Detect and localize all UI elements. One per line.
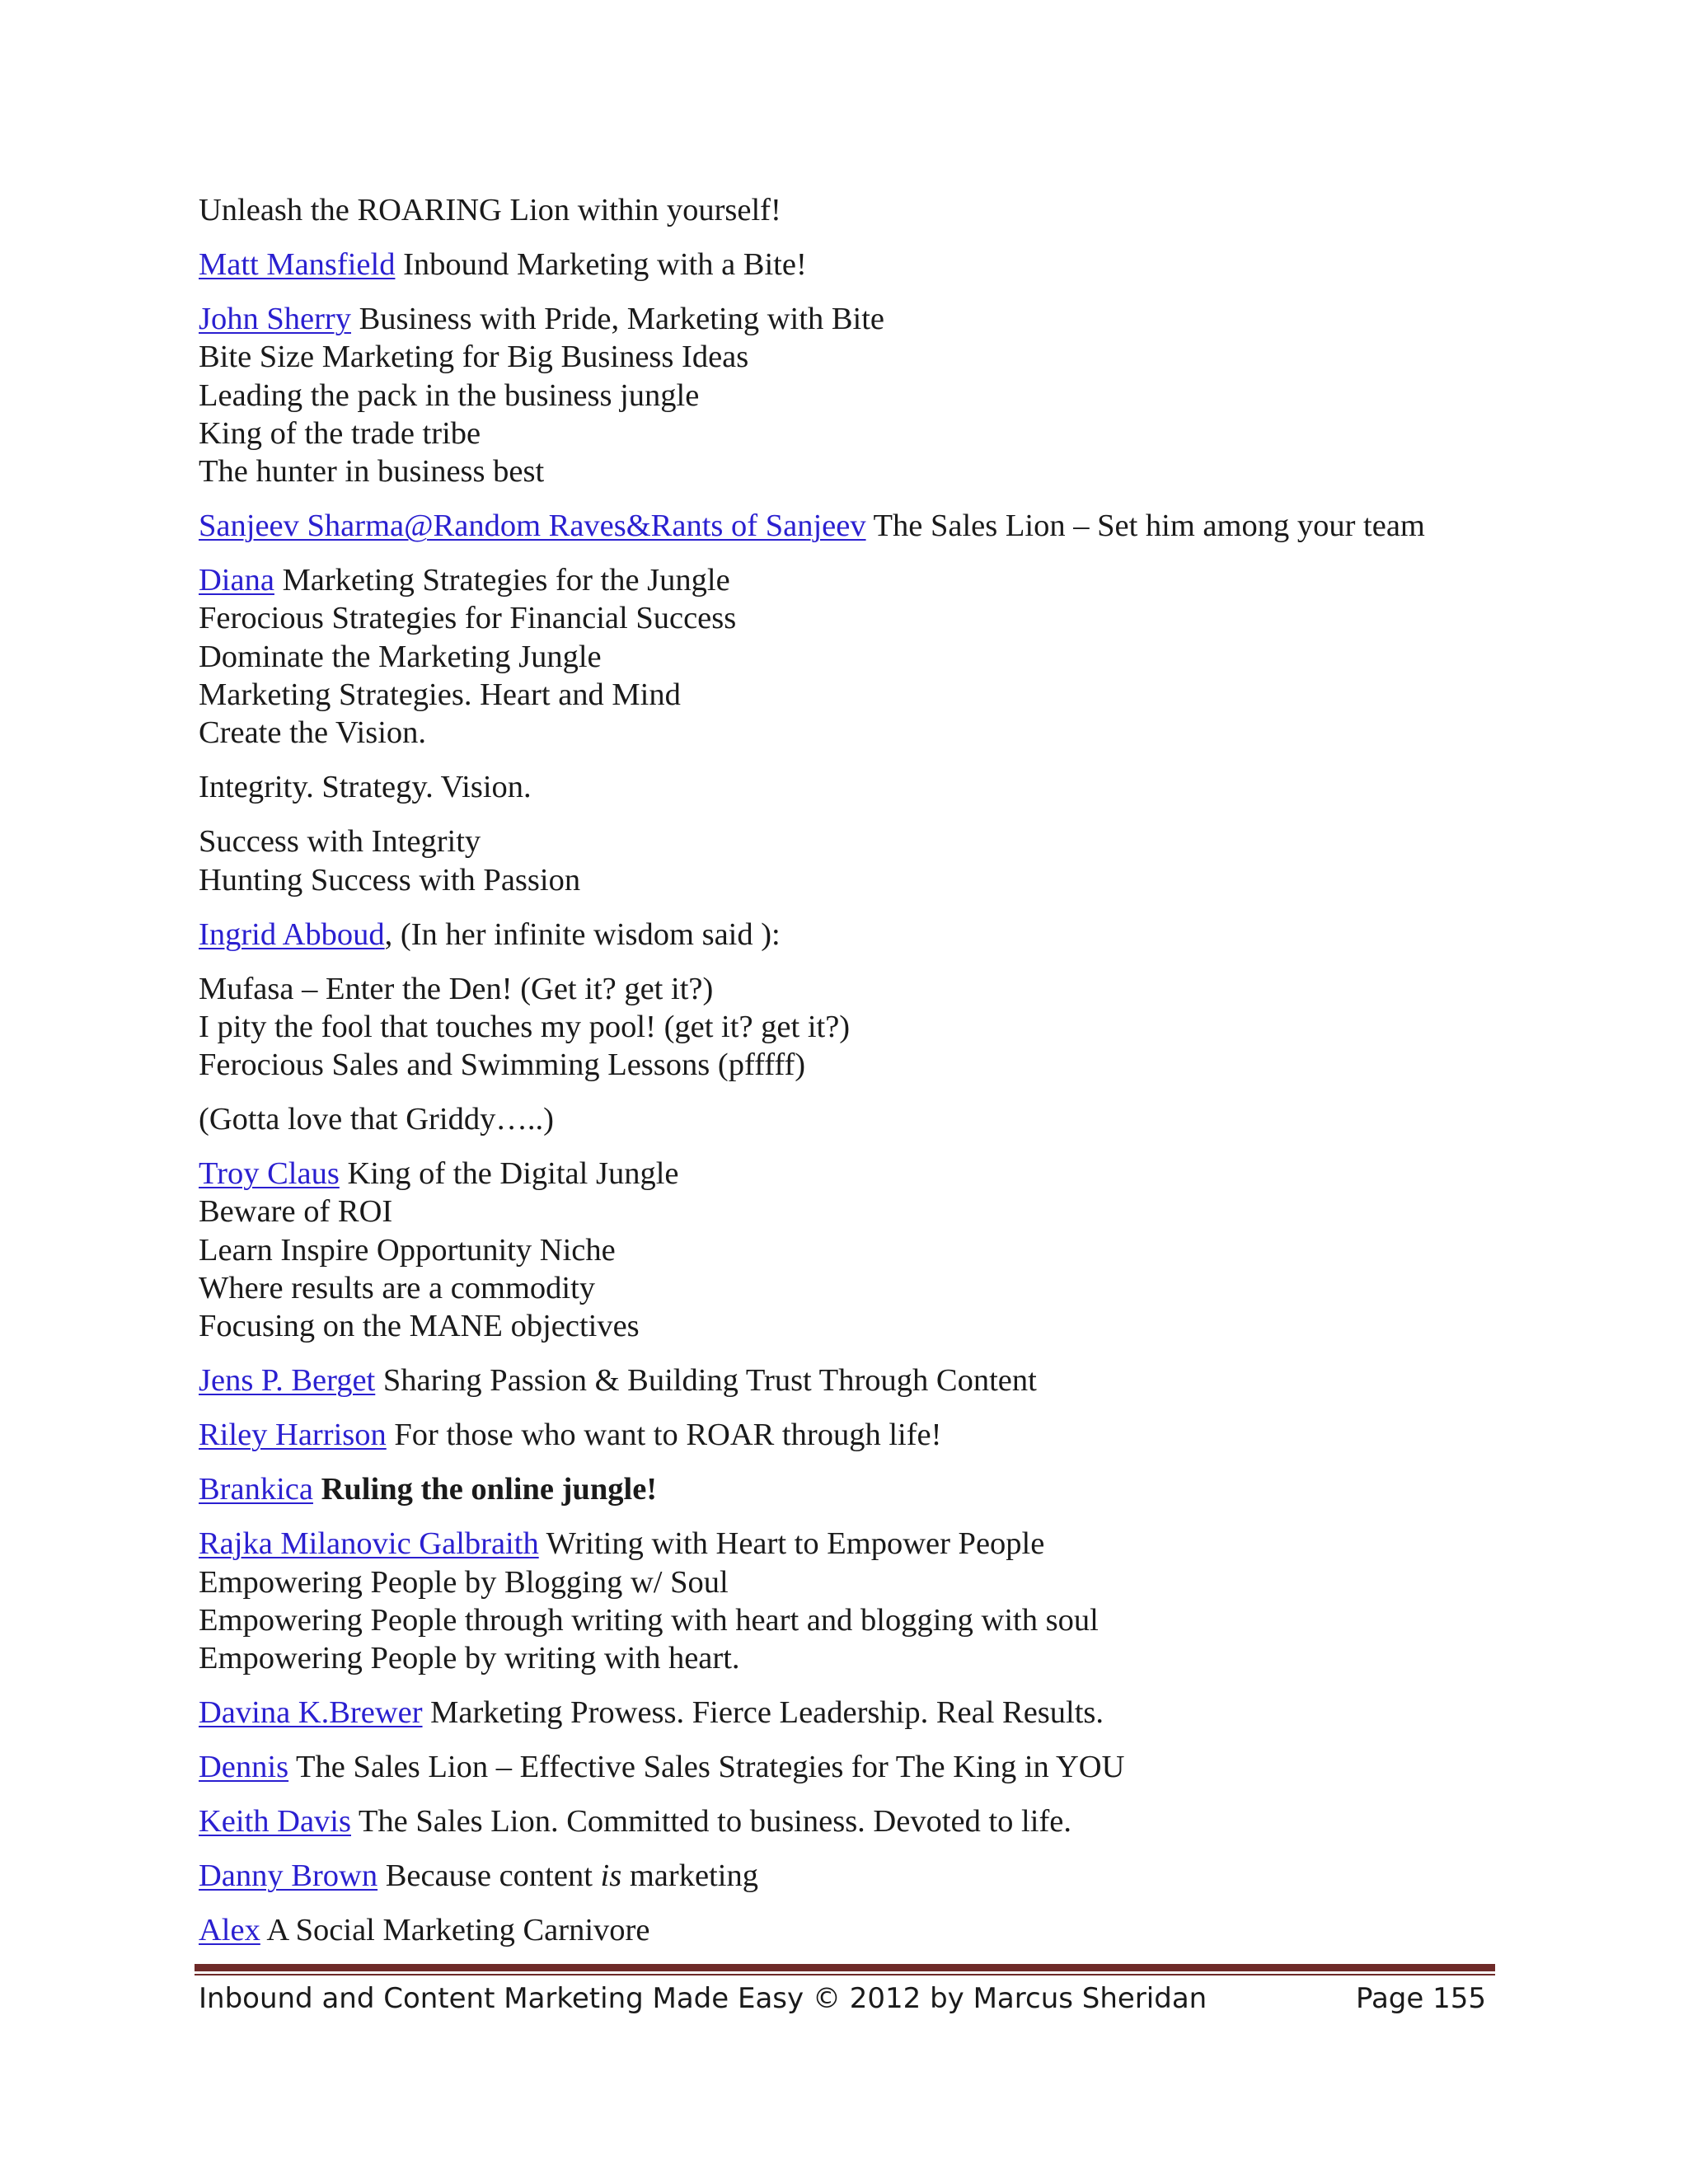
footer-divider-thin [195,1974,1495,1975]
entries-group-2 [199,1155,1501,1454]
tagline: The Sales Lion. Committed to business. Devoted to life. [350,1804,1071,1840]
author-link-john-sherry[interactable]: John Sherry [199,301,351,336]
page-body [199,191,1501,1966]
author-link-keith-davis[interactable]: Keith Davis [199,1804,351,1840]
author-link-ingrid-abboud[interactable]: Ingrid Abboud [199,916,385,952]
tagline: The Sales Lion – Set him among your team [865,509,1425,544]
tagline: Learn Inspire Opportunity Niche [199,1232,616,1268]
entries-group-3 [199,1525,1501,1840]
mufasa-paragraph: Mufasa – Enter the Den! (Get it? get it?) I pity the fool that touches my pool! (get it? get it?) Ferocious Sales and Swimming Lessons (pfffff) [199,971,851,1083]
entry-danny-brown: Danny Brown Because content is marketing [199,1858,758,1894]
author-link-riley-harrison[interactable]: Riley Harrison [199,1418,387,1453]
entry-riley-harrison [199,1416,1501,1454]
tagline: Sharing Passion & Building Trust Through Content [375,1363,1037,1399]
tagline: Dominate the Marketing Jungle [199,639,602,674]
author-link-danny-brown[interactable]: Danny Brown [199,1858,378,1894]
plain-paragraph: Integrity. Strategy. Vision. [199,770,532,805]
tagline: Empowering People through writing with heart and blogging with soul [199,1602,1099,1638]
plain-paragraph: Success with Integrity Hunting Success with Passion [199,824,581,898]
tagline: Ferocious Strategies for Financial Success [199,601,737,636]
entry-diana [199,561,1501,752]
entries-group-1 [199,246,1501,752]
author-link-brankica[interactable]: Brankica [199,1472,313,1507]
tagline: The Sales Lion – Effective Sales Strategies for The King in YOU [288,1750,1125,1785]
tagline: Inbound Marketing with a Bite! [395,246,807,282]
entry-alex: Alex A Social Marketing Carnivore [199,1913,650,1948]
entry-ingrid: Ingrid Abboud, (In her infinite wisdom said ): [199,916,781,952]
entry-john-sherry [199,300,1501,490]
tagline: Where results are a commodity [199,1271,596,1305]
entry-rajka-milanovic-galbraith [199,1525,1501,1677]
entry-davina-k-brewer [199,1694,1501,1732]
tagline: Empowering People by Blogging w/ Soul [199,1564,729,1600]
griddy-line: (Gotta love that Griddy…..) [199,1102,554,1137]
tagline: Business with Pride, Marketing with Bite [351,301,884,336]
entry-troy-claus [199,1155,1501,1345]
tagline: Marketing Prowess. Fierce Leadership. Real Results. [422,1695,1104,1731]
tagline: Marketing Strategies. Heart and Mind [199,677,681,713]
entry-sanjeev-sharma-random-raves-rants-of-sanjeev [199,507,1501,545]
tagline: Create the Vision. [199,715,427,751]
entry-matt-mansfield [199,246,1501,284]
entry-dennis [199,1748,1501,1786]
tagline: Leading the pack in the business jungle [199,377,700,413]
page-number: Page 155 [1355,1982,1486,2015]
tagline: Focusing on the MANE objectives [199,1309,640,1344]
footer-divider [195,1964,1495,1971]
tagline: Bite Size Marketing for Big Business Ideas [199,340,749,375]
author-link-rajka-milanovic-galbraith[interactable]: Rajka Milanovic Galbraith [199,1526,539,1562]
author-link-alex[interactable]: Alex [199,1913,260,1948]
intro-line: Unleash the ROARING Lion within yourself! [199,193,781,227]
author-link-dennis[interactable]: Dennis [199,1750,289,1785]
tagline: Writing with Heart to Empower People [538,1526,1045,1562]
tagline: The hunter in business best [199,454,545,490]
author-link-davina-k-brewer[interactable]: Davina K.Brewer [199,1695,423,1731]
tagline: Marketing Strategies for the Jungle [274,563,730,598]
tagline: Beware of ROI [199,1194,393,1230]
tagline: King of the trade tribe [199,415,481,451]
tagline: Empowering People by writing with heart. [199,1641,740,1676]
author-link-sanjeev-sharma-random-raves-rants-of-sanjeev[interactable]: Sanjeev Sharma@Random Raves&Rants of Sanjeev [199,509,866,544]
entry-brankica: Brankica Ruling the online jungle! [199,1472,658,1507]
author-link-diana[interactable]: Diana [199,563,274,598]
entry-jens-p-berget [199,1361,1501,1399]
footer-copyright: Inbound and Content Marketing Made Easy © 2012 by Marcus Sheridan [199,1982,1207,2015]
entry-keith-davis [199,1802,1501,1840]
author-link-troy-claus[interactable]: Troy Claus [199,1156,340,1192]
tagline: King of the Digital Jungle [339,1156,679,1192]
tagline: For those who want to ROAR through life! [386,1418,942,1453]
author-link-matt-mansfield[interactable]: Matt Mansfield [199,246,396,282]
author-link-jens-p-berget[interactable]: Jens P. Berget [199,1363,376,1399]
